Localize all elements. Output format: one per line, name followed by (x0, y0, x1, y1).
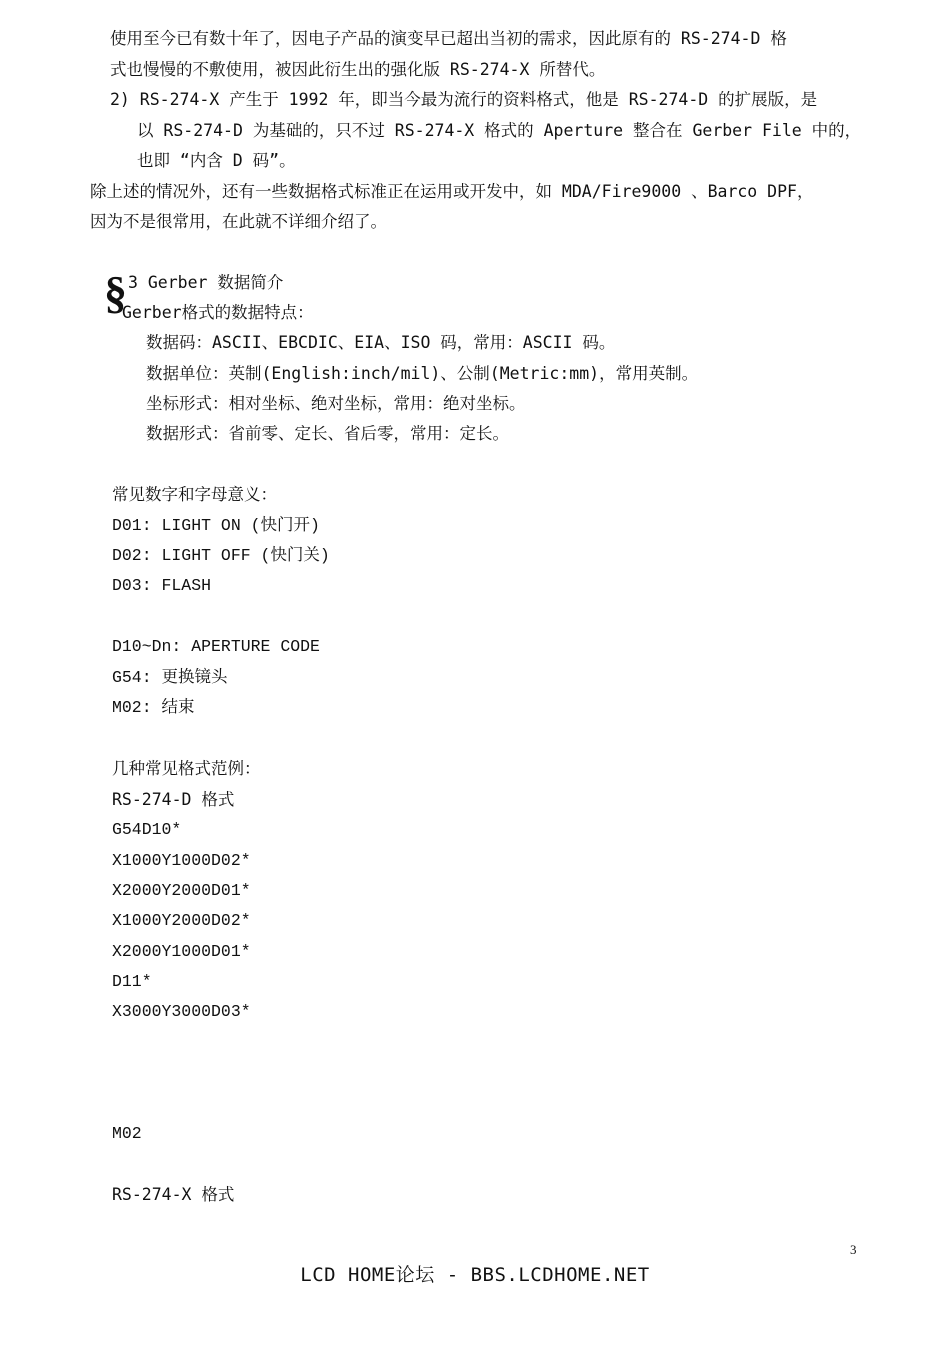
gerber-code-end: M02 (112, 1124, 142, 1143)
rs274d-title: RS-274-D 格式 (112, 790, 235, 809)
section-heading: 3 Gerber 数据简介 (128, 273, 284, 292)
gerber-features-heading: Gerber格式的数据特点： (122, 303, 314, 322)
code-item: D10~Dn: APERTURE CODE (112, 637, 320, 656)
paragraph-2-line-3: 也即 “内含 D 码”。 (137, 151, 296, 170)
gerber-code-line: X1000Y1000D02* (112, 851, 251, 870)
footer-watermark: LCD HOME论坛 - BBS.LCDHOME.NET (300, 1264, 650, 1286)
paragraph-3-line-2: 因为不是很常用，在此就不详细介绍了。 (90, 212, 387, 231)
code-item: D03: FLASH (112, 576, 212, 595)
gerber-code-line: X1000Y2000D02* (112, 911, 251, 930)
codes-heading: 常见数字和字母意义： (112, 485, 277, 504)
feature-data-code: 数据码：ASCII、EBCDIC、EIA、ISO 码，常用：ASCII 码。 (146, 333, 616, 352)
code-item: G54: 更换镜头 (112, 668, 228, 687)
gerber-code-line: X2000Y2000D01* (112, 881, 251, 900)
paragraph-1-line-1: 使用至今已有数十年了，因电子产品的演变早已超出当初的需求，因此原有的 RS-274-D 格 (110, 29, 787, 48)
feature-coordinate-form: 坐标形式：相对坐标、绝对坐标，常用：绝对坐标。 (146, 394, 526, 413)
gerber-code-line: G54D10* (112, 820, 182, 839)
feature-data-form: 数据形式：省前零、定长、省后零，常用：定长。 (146, 424, 509, 443)
examples-heading: 几种常见格式范例： (112, 759, 261, 778)
feature-data-unit: 数据单位：英制(English:inch/mil)、公制(Metric:mm)，常用英制。 (146, 364, 699, 383)
rs274x-title: RS-274-X 格式 (112, 1185, 235, 1204)
code-item: D01: LIGHT ON (快门开) (112, 516, 320, 535)
paragraph-1-line-2: 式也慢慢的不敷使用，被因此衍生出的强化版 RS-274-X 所替代。 (110, 60, 606, 79)
paragraph-2-line-1: 2) RS-274-X 产生于 1992 年，即当今最为流行的资料格式，他是 RS-274-D 的扩展版，是 (110, 90, 818, 109)
paragraph-2-line-2: 以 RS-274-D 为基础的，只不过 RS-274-X 格式的 Aperture 整合在 Gerber File 中的， (137, 121, 862, 140)
section-mark: § (104, 267, 127, 318)
gerber-code-line: D11* (112, 972, 152, 991)
gerber-code-line: X3000Y3000D03* (112, 1002, 251, 1021)
code-item: D02: LIGHT OFF (快门关) (112, 546, 330, 565)
gerber-code-line: X2000Y1000D01* (112, 942, 251, 961)
paragraph-3-line-1: 除上述的情况外，还有一些数据格式标准正在运用或开发中，如 MDA/Fire9000 、Barco DPF， (90, 182, 814, 201)
code-item: M02: 结束 (112, 698, 195, 717)
page-number: 3 (850, 1242, 857, 1257)
